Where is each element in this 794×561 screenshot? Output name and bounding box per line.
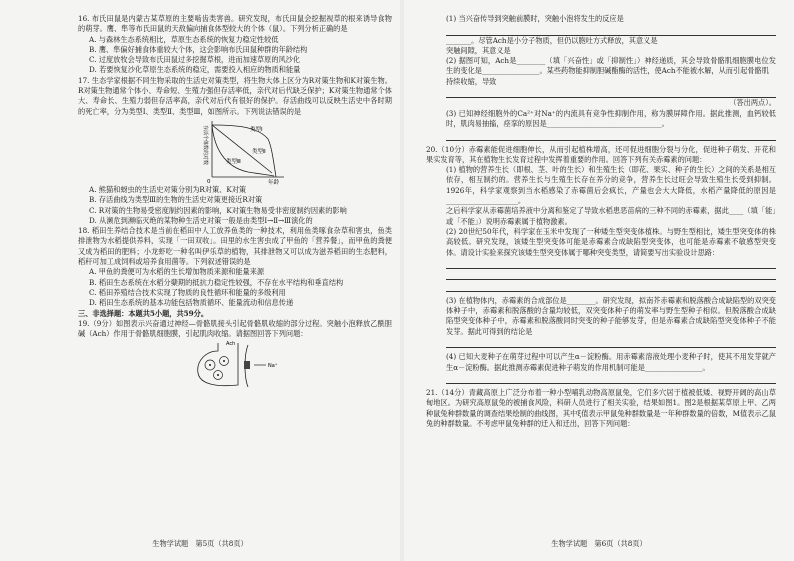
- exam-page-6: [404, 0, 794, 561]
- q16-stem: 16. 布氏田鼠是内蒙古某草原的主要啮齿类害兽。研究发现，布氏田鼠会挖掘视草的根来诱导食物的萌芽。鹰、隼等布氏田鼠的天敌偏向捕食体型较大的个体（鼠）。下列分析正确的是: [78, 14, 392, 34]
- q17-stem: 17. 生态学家根据不同生物采取的生活史对策类型，将生物大体上区分为R对策生物和K对策生物。R对策生物通常个体小、寿命短、生殖力强但存活率低，亲代对后代缺乏保护；K对策生物通常个体大、寿命长、生殖力弱但存活率高，亲代对后代有很好的保护。存活曲线可以反映生活史中各时期的死亡率，分为类型Ⅰ、类型Ⅱ、类型Ⅲ，如图所示。下列说法错误的是: [78, 75, 392, 116]
- page6-column: [426, 14, 776, 429]
- curve-type-1-label: 类型Ⅰ: [250, 126, 263, 133]
- q20-part3: (3) 在植物体内，赤霉素的合成部位是________。研究发现，拟南芥赤霉素和脱落酸合成缺陷型的双突变体种子中，赤霉素和脱落酸的含量均较低，双突变体种子的萌发率与野生型种子相似。但脱落酸合成缺陷型突变体种子中，赤霉素和脱落酸同时突变的种子能够发芽，但是赤霉素合成缺陷型突变体种子不能发芽。据此可得到的结论是: [446, 295, 776, 336]
- page6-footer: 生物学试题 第6页（共8页）: [551, 539, 647, 548]
- section-heading: 三、非选择题：本题共5小题，共59分。: [78, 308, 209, 318]
- q18-option-c: C. 稻田养殖结合技术实现了物质的良性循环和能量的多级利用: [89, 287, 286, 297]
- page5-column: [78, 14, 392, 391]
- curve-type-3-label: 类型Ⅲ: [226, 158, 241, 165]
- page5-footer: 生物学试题 第5页（共8页）: [152, 539, 248, 548]
- answer-line[interactable]: [446, 87, 776, 98]
- q16-option-c: C. 过度放牧会导致布氏田鼠过多挖掘草根，进而加速草原的风沙化: [89, 55, 301, 65]
- curve-type-2-label: 类型Ⅱ: [252, 148, 266, 155]
- answer-line[interactable]: [446, 24, 776, 35]
- q18-option-d: D. 稻田生态系统的基本功能包括物质循环、能量流动和信息传递: [89, 298, 294, 308]
- answer-line[interactable]: [446, 373, 776, 384]
- survival-curve-figure: [78, 117, 392, 185]
- q20-part1: (1) 植物的营养生长（即根、茎、叶的生长）和生殖生长（即花、果实、种子的生长）之间的关系是相互依存，相互制约的。营养生长与生殖生长存在养分的竞争，营养生长过旺会导致生殖生长受到抑制。1926年，科学家观察到当水稻感染了赤霉菌后会疯长，产量也会大大降低，水稻产量降低的原因是____________________。: [446, 165, 776, 206]
- q17-option-b: B. 存活曲线为类型Ⅲ的生物的生活史对策更接近R对策: [89, 195, 263, 205]
- synapse-figure: [78, 339, 392, 391]
- na-label: Na⁺: [268, 363, 278, 370]
- chart-x-axis-label: 年龄: [268, 179, 280, 185]
- answer-line[interactable]: [446, 337, 776, 348]
- ach-label: Ach: [226, 341, 236, 348]
- answer-line[interactable]: [446, 258, 776, 269]
- chart-y-axis-label: 存活个体数的对数: [202, 124, 208, 165]
- receptor-channel: [244, 361, 250, 369]
- q16-option-a: A. 与森林生态系统相比，草原生态系统的恢复力稳定性较低: [89, 34, 279, 44]
- q20-part1-cont: 之后科学家从赤霉菌培养液中分离和鉴定了导致水稻患恶苗病的三种不同的赤霉素，据此____（填「能」或「不能」）说明赤霉素属于植物激素。: [446, 206, 776, 226]
- q18-option-a: A. 甲鱼的粪便可为水稻的生长增加物质来源和能量来源: [89, 267, 265, 277]
- q16-option-b: B. 鹰、隼偏好捕食体重较大个体，这会影响布氏田鼠种群的年龄结构: [89, 44, 308, 54]
- q19-part1-cont: _______。尽管Ach是小分子物质，但仍以胞吐方式释放，其意义是: [446, 35, 658, 45]
- q19-part2: (2) 据图可知，Ach是________（填「兴奋性」或「抑制性」）神经递质，其会导致骨骼肌细胞膜电位发生的变化是________________。某些药物能抑制胆碱酯酶的活性，使Ach不能被水解，从而引起骨骼肌: [446, 56, 776, 76]
- q21-stem: 21.（14分）青藏高原上广泛分布着一种小型哺乳动物高原鼠兔，它们多穴居于植被低矮、视野开阔的高山草甸地区。为研究高原鼠兔的被捕食风险，科研人员进行了相关实验，结果如图1。图2是根据某草原上甲、乙两种鼠兔种群数量的调查结果绘制的曲线图，其中ξ值表示甲鼠兔种群数量是一年种群数量的倍数，M值表示乙鼠兔的种群数量。不考虑甲鼠兔种群的迁入和迁出，回答下列问题：: [426, 388, 776, 428]
- q16-option-d: D. 若要恢复沙化草原生态系统的稳定，需要投入相应的物质和能量: [89, 65, 301, 75]
- q20-part4: (4) 已知大麦种子在萌芽过程中可以产生α－淀粉酶。用赤霉素溶液处理小麦种子时，使其不用发芽就产生α－淀粉酶。据此推测赤霉素促进种子萌发的作用机制可能是________________。: [446, 352, 776, 372]
- answer-line[interactable]: [446, 129, 776, 140]
- q17-option-c: C. R对策的生物易受密度制约因素的影响，K对策生物易受非密度制约因素的影响: [89, 205, 347, 215]
- q19-stem: 19.（9分）如图表示兴奋通过神经—骨骼肌接头引起骨骼肌收缩的部分过程。突触小泡释放乙酰胆碱（Ach）作用于骨骼肌细胞膜，引起肌肉收缩。请据图回答下列问题：: [78, 318, 392, 339]
- q19-part3: (3) 已知神经细胞外的Ca²⁺对Na⁺的内流具有竞争性抑制作用，称为膜屏障作用。据此推测，血钙较低时，肌肉易抽搐，痉挛的原因是________________________________。: [446, 108, 776, 128]
- answer-line[interactable]: [446, 280, 776, 291]
- answer-line[interactable]: [446, 269, 776, 280]
- q19-part1: (1) 当兴奋传导到突触前膜时，突触小泡将发生的反应是: [446, 14, 624, 23]
- q18-option-b: B. 稻田生态系统在水稻分蘖期的抵抗力稳定性较强，不存在水平结构和垂直结构: [89, 277, 344, 287]
- q19-part2-cont: 持续收缩，导致: [446, 76, 497, 86]
- q19-part1-cont2: 突触间隙，其意义是: [446, 45, 511, 55]
- q17-option-a: A. 熊猫和蚜虫的生活史对策分别为R对策、K对策: [89, 184, 247, 194]
- chart-origin-label: 0: [207, 178, 211, 185]
- q20-part2: (2) 20世纪50年代，科学家在玉米中发现了一种矮生型突变体植株。与野生型相比，矮生型突变体的株高较低。研究发现，该矮生型突变体可能是赤霉素合成缺陷型突变体，也可能是赤霉素不敏感型突变体。请设计实验来探究该矮生型突变体属于哪种突变类型，请简要写出实验设计思路：: [446, 226, 776, 257]
- q19-part2-note: （答出两点）。: [729, 98, 776, 108]
- q17-option-d: D. 从濒危到濒临灭绝的某物种生活史对策一般是由类型Ⅰ→Ⅱ→Ⅲ演化的: [89, 215, 313, 225]
- q18-stem: 18. 稻田生养结合技术是当前在稻田中人工放养鱼类的一种技术，利用鱼类啄食杂草和害虫，鱼类排泄物为水稻提供养料，实现「一田双收」。田里的水生害虫成了甲鱼的「营养餐」，而甲鱼的粪便又成为稻田的肥料；小龙虾吃一种名叫伊乐草的植物，其排泄物又可以成为滋养稻田的生态肥料，稻秆可加工成饲料或培养食用菌等。下列叙述错误的是: [78, 226, 392, 267]
- q20-stem: 20.（10分）赤霉素能促进细胞伸长，从而引起植株增高，还可促进细胞分裂与分化，促进种子萌发、开花和果实发育等，其在植物生长发育过程中发挥着重要的作用。回答下列有关赤霉素的问题：: [426, 144, 776, 164]
